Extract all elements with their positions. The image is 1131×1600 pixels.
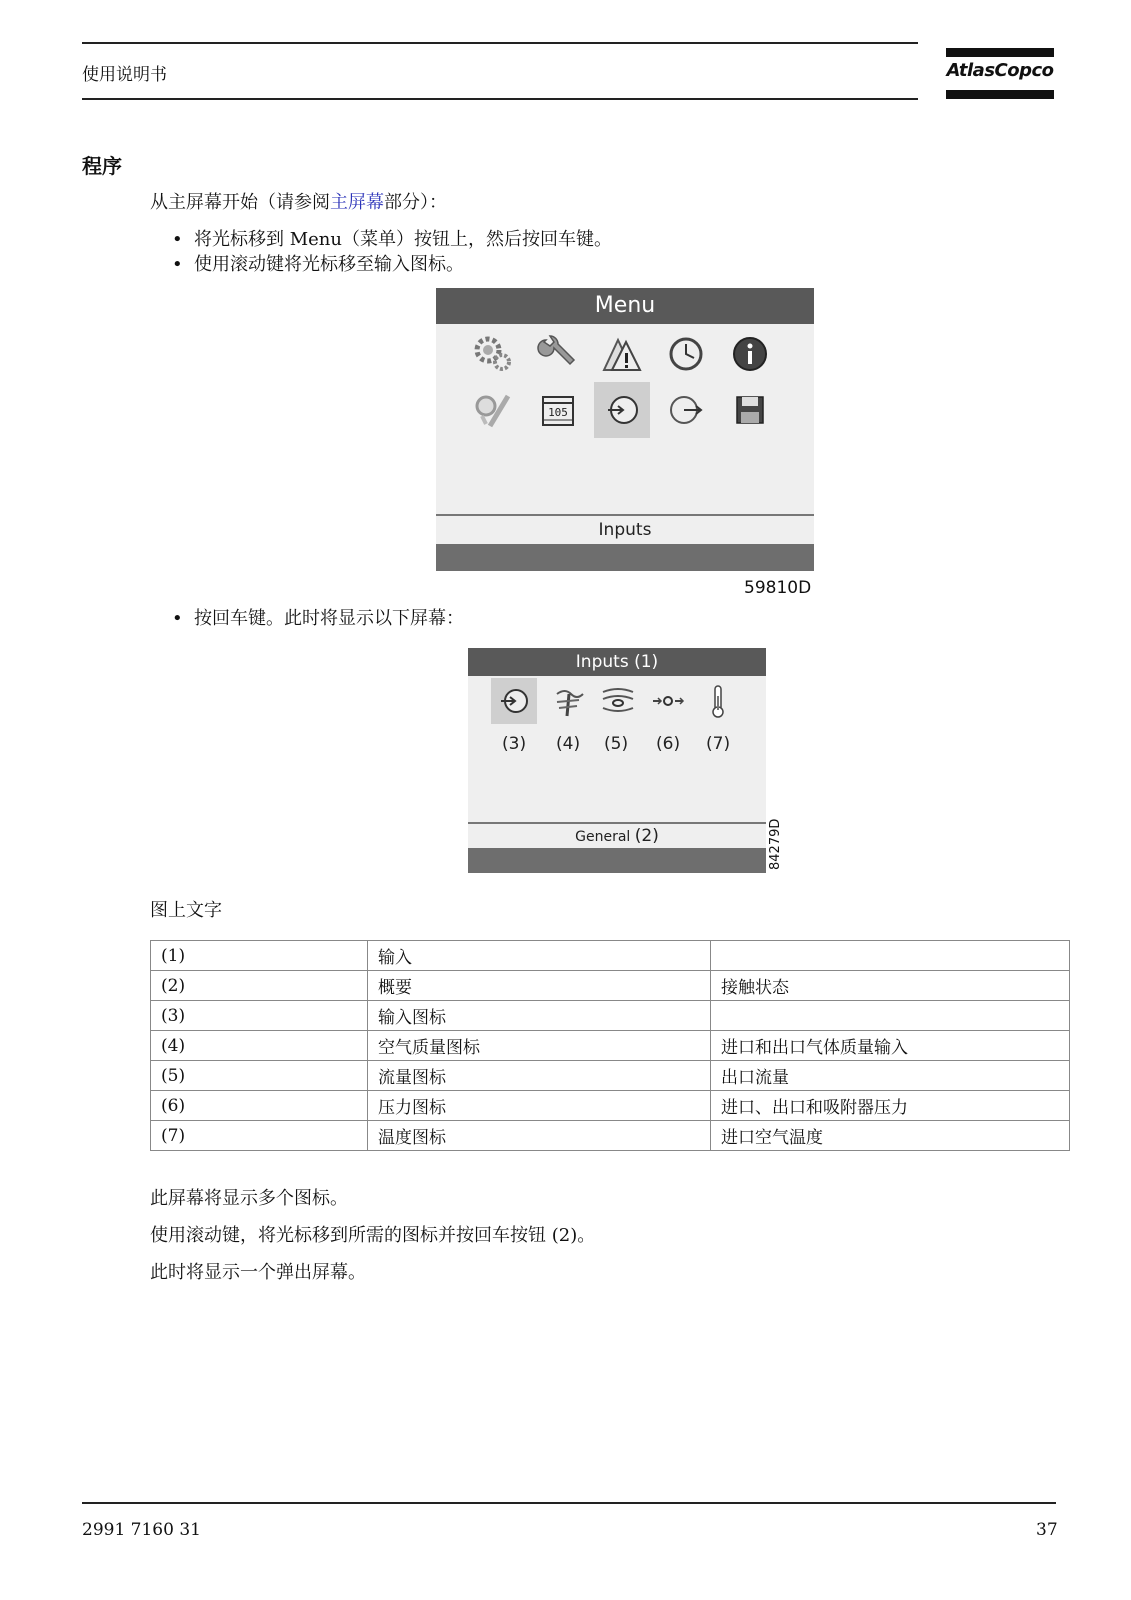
inputs-screen-general-num: (2): [634, 826, 659, 846]
page-number: 37: [1036, 1520, 1058, 1540]
gears-icon[interactable]: [466, 326, 522, 382]
document-number: 2991 7160 31: [82, 1520, 201, 1540]
input-icon[interactable]: [491, 678, 537, 724]
closing-line-1: 此屏幕将显示多个图标。: [150, 1188, 348, 1209]
bullet-2-text: 使用滚动键将光标移至输入图标。: [194, 254, 464, 275]
counter-icon-text: 105: [548, 406, 568, 419]
menu-screen-selected-label: Inputs: [598, 520, 652, 540]
legend-ref: (4): [151, 1031, 368, 1061]
warning-icon[interactable]: [594, 326, 650, 382]
intro-text-before: 从主屏幕开始（请参阅: [150, 192, 330, 213]
inputs-selection-highlight: [491, 678, 537, 724]
table-row: [151, 1121, 1070, 1151]
atlas-copco-logo: [946, 48, 1054, 100]
bullet-1-text: 将光标移到 Menu（菜单）按钮上，然后按回车键。: [194, 229, 612, 250]
flow-icon[interactable]: [595, 678, 641, 724]
pressure-icon[interactable]: [645, 678, 691, 724]
service-icon[interactable]: [466, 382, 522, 438]
legend-name: 输入: [368, 941, 711, 971]
table-row: [151, 1001, 1070, 1031]
legend-ref: (6): [151, 1091, 368, 1121]
bullet-3-text: 按回车键。此时将显示以下屏幕：: [194, 608, 464, 629]
counter-icon[interactable]: [530, 382, 586, 438]
legend-description: 出口流量: [711, 1061, 1070, 1091]
legend-table: [150, 940, 1070, 1151]
inputs-screen-bottom-label: [468, 824, 766, 849]
legend-name: 空气质量图标: [368, 1031, 711, 1061]
menu-selection-highlight: [594, 382, 650, 438]
bullet-1: • 将光标移到 Menu（菜单）按钮上，然后按回车键。: [172, 229, 612, 250]
output-icon[interactable]: [658, 382, 714, 438]
footer-rule: [82, 1502, 1056, 1504]
inputs-number-6: (6): [656, 734, 681, 754]
table-row: [151, 1031, 1070, 1061]
legend-name: 概要: [368, 971, 711, 1001]
legend-ref: (5): [151, 1061, 368, 1091]
legend-name: 流量图标: [368, 1061, 711, 1091]
inputs-number-3: (3): [502, 734, 527, 754]
legend-ref: (1): [151, 941, 368, 971]
inputs-number-4: (4): [556, 734, 581, 754]
inputs-number-5: (5): [604, 734, 629, 754]
legend-description: [711, 1001, 1070, 1031]
legend-description: 接触状态: [711, 971, 1070, 1001]
inputs-screen-footer-bar: [468, 848, 766, 873]
save-icon[interactable]: [722, 382, 778, 438]
legend-name: 输入图标: [368, 1001, 711, 1031]
legend-title: 图上文字: [150, 900, 222, 921]
temperature-icon[interactable]: [695, 678, 741, 724]
inputs-screen: [468, 648, 766, 873]
legend-name: 压力图标: [368, 1091, 711, 1121]
info-icon[interactable]: [722, 326, 778, 382]
figure-code-2: 84279D: [768, 818, 783, 870]
bullet-2: • 使用滚动键将光标移至输入图标。: [172, 254, 464, 275]
legend-ref: (3): [151, 1001, 368, 1031]
legend-description: 进口空气温度: [711, 1121, 1070, 1151]
table-row: [151, 1091, 1070, 1121]
menu-screen-footer-bar: [436, 544, 814, 571]
main-screen-link[interactable]: 主屏幕: [330, 192, 384, 213]
inputs-screen-title-num: (1): [634, 652, 659, 672]
header-top-rule: [82, 42, 918, 44]
header-bottom-rule: [82, 98, 918, 100]
inputs-number-7: (7): [706, 734, 731, 754]
legend-description: 进口、出口和吸附器压力: [711, 1091, 1070, 1121]
legend-name: 温度图标: [368, 1121, 711, 1151]
legend-ref: (2): [151, 971, 368, 1001]
table-row: [151, 1061, 1070, 1091]
clock-icon[interactable]: [658, 326, 714, 382]
menu-screen-divider: [436, 514, 814, 516]
table-row: [151, 941, 1070, 971]
menu-screen: [436, 288, 814, 571]
figure-code-1: 59810D: [744, 578, 812, 598]
air-quality-icon[interactable]: [545, 678, 591, 724]
legend-ref: (7): [151, 1121, 368, 1151]
menu-screen-title: Menu: [436, 288, 814, 324]
section-title: 程序: [82, 154, 122, 178]
inputs-screen-title: [468, 648, 766, 676]
closing-line-3: 此时将显示一个弹出屏幕。: [150, 1262, 366, 1283]
inputs-screen-general-text: General: [575, 829, 631, 845]
intro-paragraph: [150, 188, 447, 214]
wrench-icon[interactable]: [530, 326, 586, 382]
legend-description: 进口和出口气体质量输入: [711, 1031, 1070, 1061]
closing-line-2: 使用滚动键，将光标移到所需的图标并按回车按钮 (2)。: [150, 1225, 596, 1246]
inputs-screen-title-text: Inputs: [575, 652, 629, 672]
bullet-3: • 按回车键。此时将显示以下屏幕：: [172, 608, 464, 629]
table-row: [151, 971, 1070, 1001]
intro-text-after: 部分）：: [384, 192, 447, 213]
header-title: 使用说明书: [82, 65, 167, 85]
input-icon[interactable]: [594, 382, 650, 438]
logo-text: AtlasCopco: [946, 60, 1054, 81]
legend-description: [711, 941, 1070, 971]
